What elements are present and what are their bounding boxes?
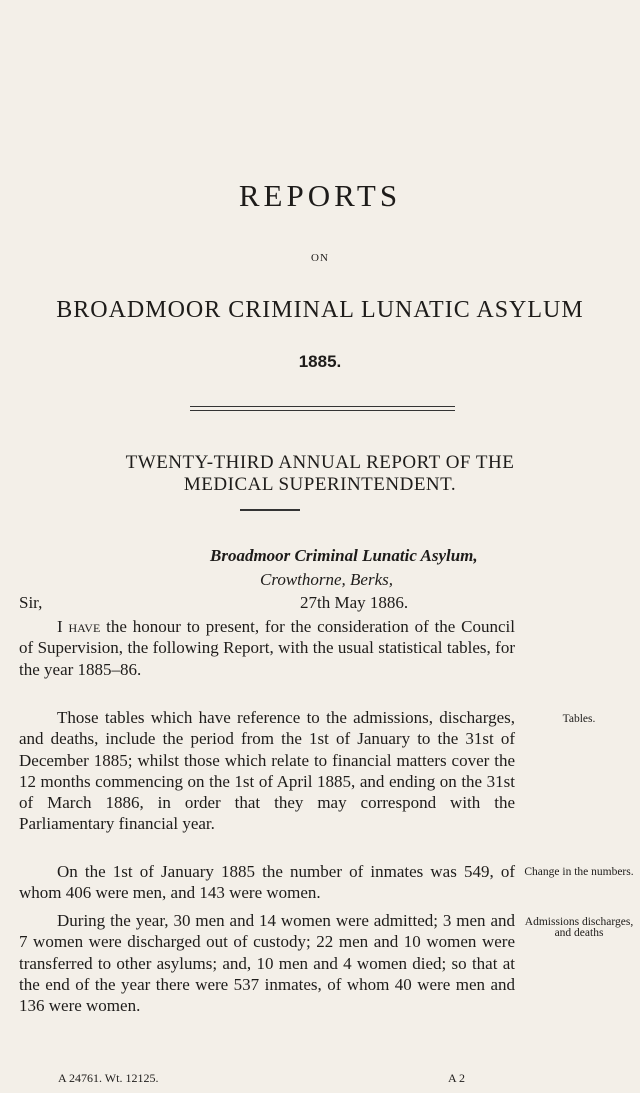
- letter-date: 27th May 1886.: [300, 593, 409, 612]
- institution-name: BROADMOOR CRIMINAL LUNATIC ASYLUM: [56, 297, 584, 323]
- short-divider: [240, 509, 300, 511]
- paragraph-intro-lead: I have: [57, 617, 101, 636]
- margin-note-change: Change in the numbers.: [524, 866, 634, 878]
- paragraph-intro-rest: the honour to present, for the consideration of the Council of Supervision, the following Report, with the usual statistical tables, for the year 1885–86.: [19, 617, 515, 679]
- salutation: Sir,: [19, 593, 43, 612]
- report-year: 1885.: [298, 352, 342, 371]
- signature-mark: A 2: [448, 1071, 466, 1085]
- margin-note-admissions: Admissions discharges, and deaths: [524, 916, 634, 939]
- report-heading: [0, 452, 640, 496]
- address-line-1: Broadmoor Criminal Lunatic Asylum,: [210, 546, 478, 565]
- margin-note-tables: Tables.: [562, 713, 596, 725]
- paragraph-admissions: During the year, 30 men and 14 women were admitted; 3 men and 7 women were discharged out of custody; 22 men and 10 women were transferred to other asylums; and, 10 men and 4 women died; so that at the end of the year there were 537 inmates, of whom 40 were men and 136 were women.: [19, 911, 515, 1016]
- address-line-2: Crowthorne, Berks,: [260, 570, 394, 589]
- main-title: REPORTS: [238, 178, 402, 213]
- double-rule-top: [190, 406, 455, 407]
- double-rule-bottom: [190, 410, 455, 411]
- title-connector: ON: [311, 252, 329, 264]
- printer-mark: A 24761. Wt. 12125.: [58, 1071, 159, 1085]
- report-heading-line2: MEDICAL SUPERINTENDENT.: [183, 474, 457, 495]
- paragraph-intro: [19, 616, 515, 680]
- paragraph-tables: Those tables which have reference to the admissions, discharges, and deaths, include the period from the 1st of January to the 31st of December 1885; whilst those which relate to financial matters cover the 12 months commencing on the 1st of April 1885, and ending on the 31st of March 1886, in order that they may correspond with the Parliamentary financial year.: [19, 708, 515, 834]
- paragraph-inmates: On the 1st of January 1885 the number of inmates was 549, of whom 406 were men, and 143 were women.: [19, 862, 515, 903]
- report-heading-line1: TWENTY-THIRD ANNUAL REPORT OF THE: [125, 452, 515, 473]
